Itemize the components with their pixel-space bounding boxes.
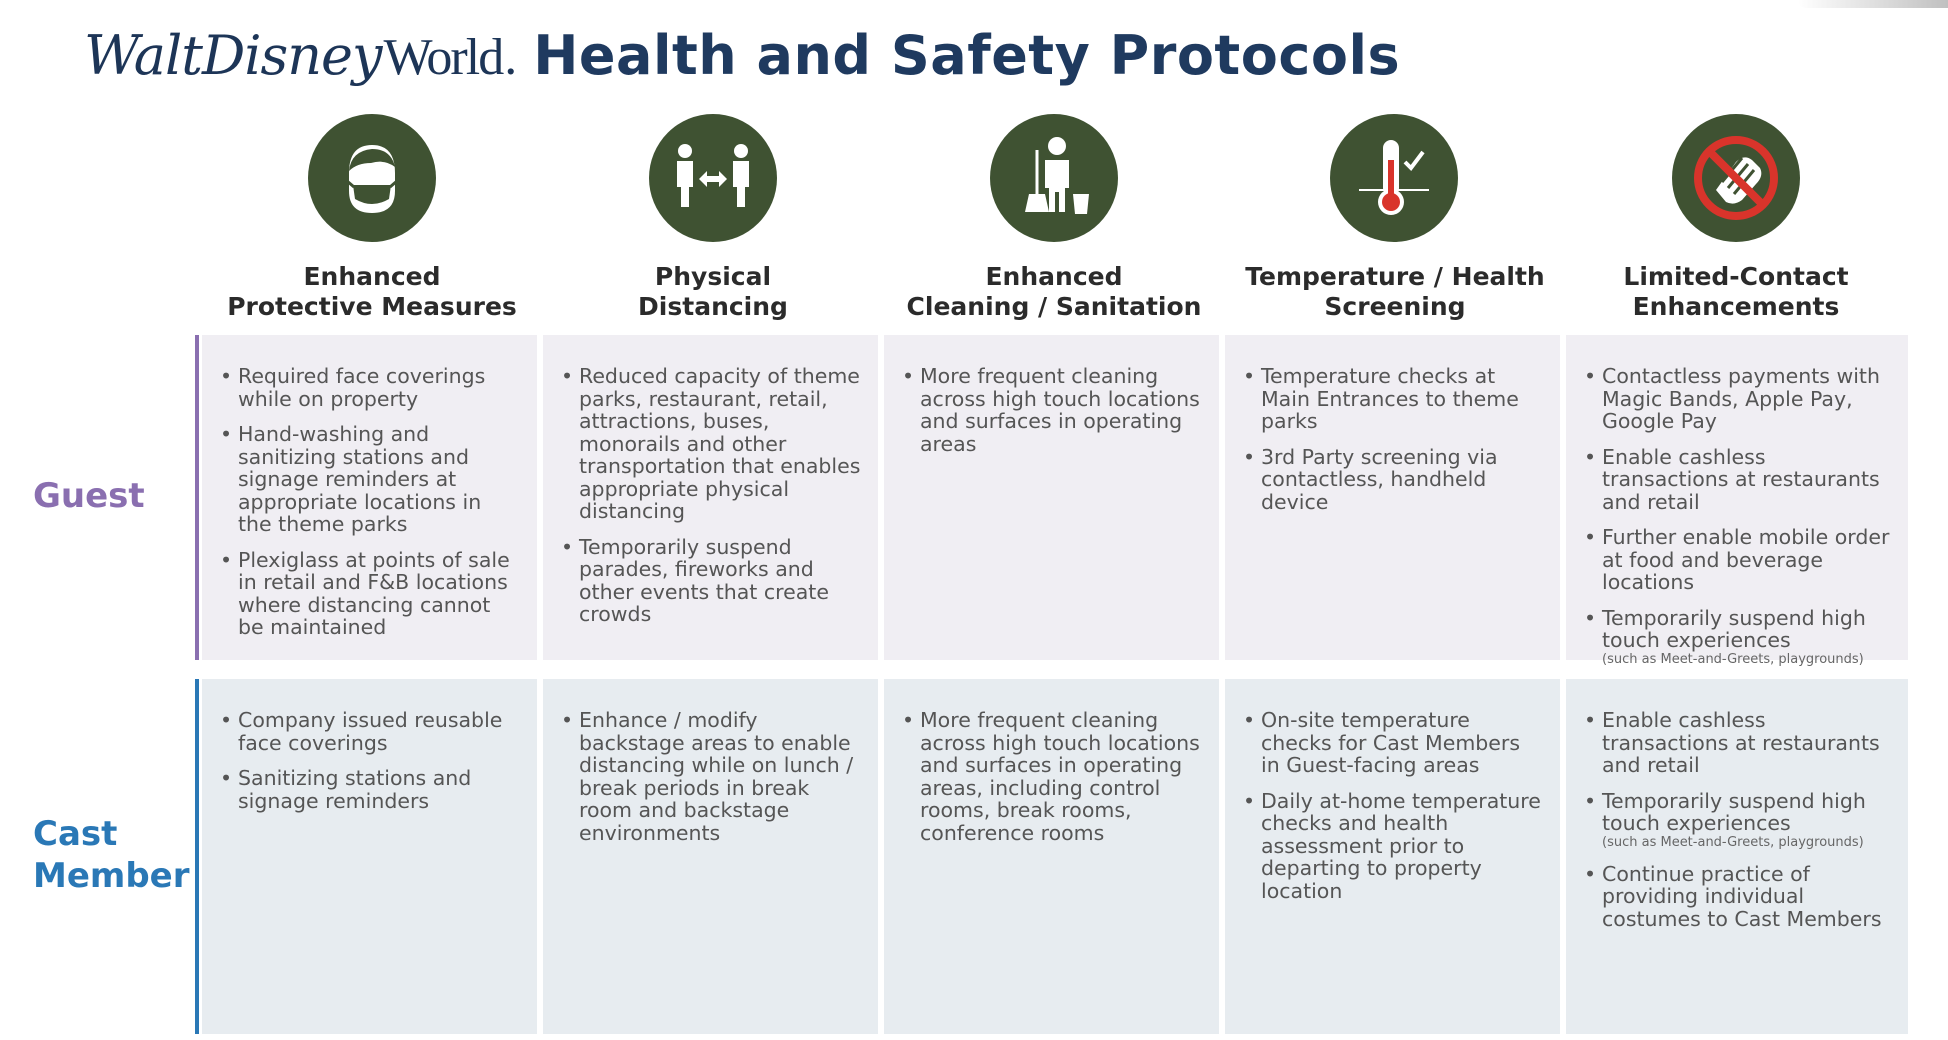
list-item-text: Temporarily suspend high touch experiences xyxy=(1602,605,1866,652)
list-item: • Enhance / modify backstage areas to enable distancing while on lunch / break periods in break room and backstage environments xyxy=(561,709,862,844)
logo-walt: Walt xyxy=(84,23,202,87)
column-title-line2: Distancing xyxy=(638,292,788,321)
list-item: • Enable cashless transactions at restaurants and retail xyxy=(1584,446,1892,514)
column-header-protective-measures xyxy=(202,262,542,322)
guest-row-accent-bar xyxy=(195,335,199,660)
list-item: • Continue practice of providing individual costumes to Cast Members xyxy=(1584,863,1892,931)
list-item: • More frequent cleaning across high touch locations and surfaces in operating areas xyxy=(902,365,1203,455)
list-item: • 3rd Party screening via contactless, handheld device xyxy=(1243,446,1544,514)
list-item: • More frequent cleaning across high touch locations and surfaces in operating areas, including control rooms, break rooms, conference rooms xyxy=(902,709,1203,844)
list-item: • Daily at-home temperature checks and health assessment prior to departing to property location xyxy=(1243,790,1544,903)
top-edge-artifact xyxy=(1798,0,1948,8)
guest-cell-physical-distancing xyxy=(543,335,878,660)
list-item: • Sanitizing stations and signage reminders xyxy=(220,767,521,812)
row-label-guest xyxy=(33,475,145,517)
column-header-temperature-screening xyxy=(1225,262,1565,322)
cleaning-icon xyxy=(990,114,1118,242)
column-title-line2: Cleaning / Sanitation xyxy=(906,292,1202,321)
list-item: • Reduced capacity of theme parks, restaurant, retail, attractions, buses, monorails and other transportation that enables appropriate physical distancing xyxy=(561,365,862,523)
list-item: • Hand-washing and sanitizing stations and signage reminders at appropriate locations in the theme parks xyxy=(220,423,521,536)
column-title-line2: Protective Measures xyxy=(227,292,517,321)
list-item xyxy=(1584,607,1892,667)
list-item: • Further enable mobile order at food and beverage locations xyxy=(1584,526,1892,594)
column-title-line1: Physical xyxy=(654,262,772,291)
list-item: • Plexiglass at points of sale in retail and F&B locations where distancing cannot be maintained xyxy=(220,549,521,639)
row-label-line2: Member xyxy=(33,856,190,896)
column-title-line2: Screening xyxy=(1324,292,1466,321)
guest-cell-protective-measures xyxy=(202,335,537,660)
column-title-line1: Enhanced xyxy=(303,262,441,291)
cast-cell-cleaning-sanitation xyxy=(884,679,1219,1034)
list-item xyxy=(1584,790,1892,850)
guest-cell-limited-contact xyxy=(1566,335,1908,667)
logo-disney: Disney xyxy=(201,23,382,87)
list-item: • Company issued reusable face coverings xyxy=(220,709,521,754)
row-label-line1: Guest xyxy=(33,476,145,516)
list-item: • Temporarily suspend parades, fireworks and other events that create crowds xyxy=(561,536,862,626)
thermometer-icon xyxy=(1330,114,1458,242)
column-header-limited-contact xyxy=(1566,262,1906,322)
list-item-note: (such as Meet-and-Greets, playgrounds) xyxy=(1602,834,1864,850)
cast-cell-physical-distancing xyxy=(543,679,878,1034)
list-item: • Required face coverings while on property xyxy=(220,365,521,410)
list-item: • Temperature checks at Main Entrances to theme parks xyxy=(1243,365,1544,433)
cast-row-accent-bar xyxy=(195,679,199,1034)
column-header-cleaning-sanitation xyxy=(884,262,1224,322)
logo-dot: . xyxy=(504,28,516,86)
page-header xyxy=(84,10,1400,100)
list-item: • Contactless payments with Magic Bands, Apple Pay, Google Pay xyxy=(1584,365,1892,433)
face-mask-icon xyxy=(308,114,436,242)
cast-cell-protective-measures xyxy=(202,679,537,1034)
walt-disney-world-logo xyxy=(84,24,515,87)
list-item-note: (such as Meet-and-Greets, playgrounds) xyxy=(1602,651,1864,667)
cast-cell-temperature-screening xyxy=(1225,679,1560,1034)
logo-world: World xyxy=(383,28,503,86)
list-item: • Enable cashless transactions at restaurants and retail xyxy=(1584,709,1892,777)
column-title-line1: Temperature / Health xyxy=(1245,262,1545,291)
cast-cell-limited-contact xyxy=(1566,679,1908,1034)
column-title-line1: Enhanced xyxy=(985,262,1123,291)
column-title-line1: Limited-Contact xyxy=(1623,262,1849,291)
row-label-line1: Cast xyxy=(33,814,118,854)
guest-cell-cleaning-sanitation xyxy=(884,335,1219,660)
list-item: • On-site temperature checks for Cast Members in Guest-facing areas xyxy=(1243,709,1544,777)
column-header-physical-distancing xyxy=(543,262,883,322)
page-title: Health and Safety Protocols xyxy=(533,23,1401,87)
column-title-line2: Enhancements xyxy=(1632,292,1840,321)
list-item-text: Temporarily suspend high touch experiences xyxy=(1602,788,1866,835)
no-contact-icon xyxy=(1672,114,1800,242)
guest-cell-temperature-screening xyxy=(1225,335,1560,660)
physical-distancing-icon xyxy=(649,114,777,242)
row-label-cast-member xyxy=(33,813,190,897)
